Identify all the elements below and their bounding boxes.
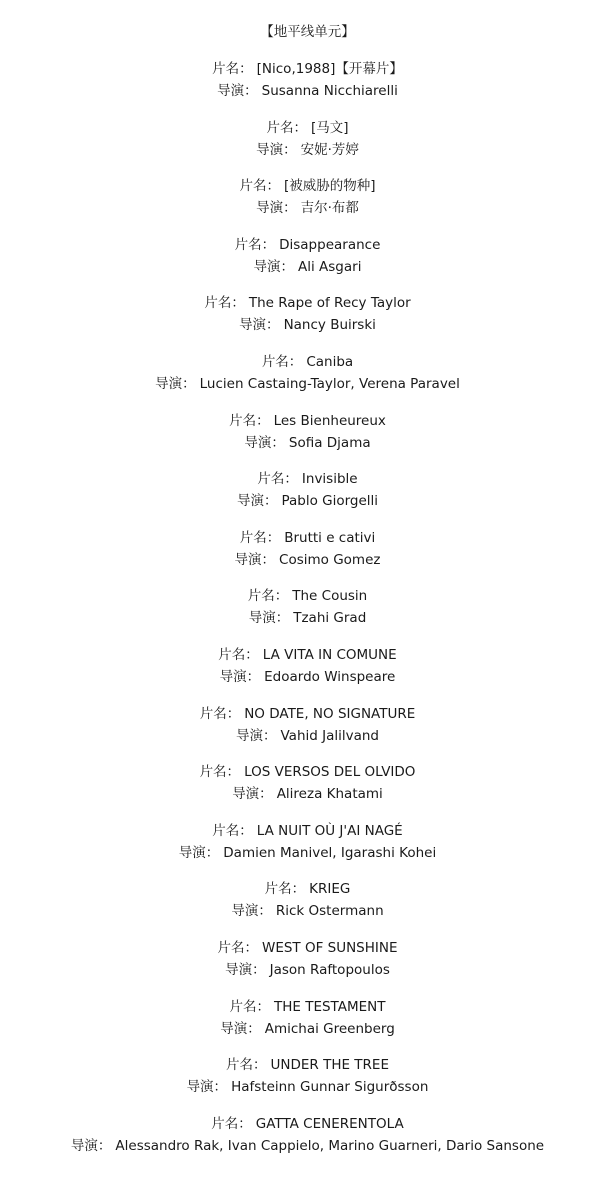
film-label: 片名： (199, 764, 241, 781)
film-entry (0, 996, 615, 1055)
film-title-line (0, 996, 615, 1018)
director-line (0, 1076, 615, 1098)
film-title-line (0, 234, 615, 256)
director-label: 导演： (239, 317, 280, 334)
director-label: 导演： (155, 375, 196, 392)
film-entry (0, 820, 615, 879)
film-label: 片名： (261, 353, 303, 370)
director-line (0, 1135, 615, 1157)
director-name: Edoardo Winspeare (264, 668, 396, 685)
director-line (0, 432, 615, 454)
film-title-line (0, 527, 615, 549)
director-name: Susanna Nicchiarelli (261, 83, 398, 99)
director-name: Alessandro Rak, Ivan Cappielo, Marino Guarneri, Dario Sansone (115, 1137, 545, 1154)
film-title: NO DATE, NO SIGNATURE (244, 705, 416, 722)
director-name: Alireza Khatami (276, 786, 383, 803)
film-entry (0, 58, 615, 117)
film-label: 片名： (266, 119, 307, 136)
film-label: 片名： (204, 295, 245, 312)
film-title-line (0, 117, 615, 139)
director-name: Cosimo Gomez (279, 551, 381, 568)
film-title-line (0, 1054, 615, 1076)
film-label: 片名： (264, 881, 306, 898)
film-entry (0, 644, 615, 703)
director-label: 导演： (235, 727, 277, 744)
director-line (0, 139, 615, 161)
director-name: 安妮·芳婷 (300, 141, 359, 158)
director-line (0, 80, 615, 102)
film-title: KRIEG (309, 881, 351, 898)
director-label: 导演： (186, 1079, 228, 1096)
film-entry (0, 1054, 615, 1113)
film-title-line (0, 644, 615, 666)
film-entry (0, 878, 615, 937)
film-title: Caniba (306, 353, 354, 370)
film-title: LA VITA IN COMUNE (262, 646, 397, 663)
director-line (0, 373, 615, 395)
film-label: 片名： (212, 822, 253, 839)
director-line (0, 549, 615, 571)
film-title-line (0, 703, 615, 725)
director-label: 导演： (253, 258, 295, 275)
film-label: 片名： (199, 705, 241, 722)
film-entry (0, 175, 615, 234)
director-label: 导演： (231, 903, 272, 920)
director-label: 导演： (220, 1020, 261, 1037)
director-label: 导演： (219, 668, 261, 685)
director-line (0, 842, 615, 864)
film-label: 片名： (218, 646, 259, 663)
film-title: Disappearance (279, 236, 381, 253)
section-title: 【地平线单元】 (260, 24, 355, 40)
film-title: WEST OF SUNSHINE (261, 939, 398, 956)
film-label: 片名： (239, 529, 281, 546)
film-title: LOS VERSOS DEL OLVIDO (244, 764, 416, 781)
director-name: Hafsteinn Gunnar Sigurðsson (231, 1079, 429, 1096)
director-name: Tzahi Grad (293, 610, 367, 627)
director-name: 吉尔·布都 (300, 200, 359, 217)
film-title-line (0, 1113, 615, 1135)
film-title-line (0, 58, 615, 80)
film-entry (0, 703, 615, 762)
film-title-line (0, 292, 615, 314)
director-label: 导演： (256, 141, 297, 158)
director-name: Vahid Jalilvand (280, 727, 380, 744)
film-label: 片名： (229, 998, 270, 1015)
director-name: Lucien Castaing-Taylor, Verena Paravel (199, 375, 460, 392)
film-title-line (0, 878, 615, 900)
film-title: Les Bienheureux (273, 412, 386, 429)
director-line (0, 1018, 615, 1040)
film-entry (0, 527, 615, 586)
director-line (0, 666, 615, 688)
film-title-line (0, 937, 615, 959)
film-title: UNDER THE TREE (270, 1057, 389, 1074)
director-name: Sofia Djama (288, 434, 371, 451)
film-title: [马文] (310, 119, 349, 136)
director-line (0, 314, 615, 336)
film-label: 片名： (257, 471, 298, 488)
film-label: 片名： (212, 61, 253, 77)
film-title: GATTA CENERENTOLA (255, 1115, 404, 1132)
film-title: Invisible (301, 471, 358, 488)
director-label: 导演： (256, 200, 297, 217)
director-label: 导演： (217, 83, 258, 99)
director-line (0, 197, 615, 219)
film-entry (0, 117, 615, 176)
film-entry (0, 351, 615, 410)
director-label: 导演： (236, 493, 278, 510)
director-name: Nancy Buirski (283, 317, 376, 334)
director-label: 导演： (70, 1137, 112, 1154)
director-label: 导演： (244, 434, 285, 451)
film-label: 片名： (226, 1057, 267, 1074)
film-label: 片名： (229, 412, 270, 429)
director-name: Rick Ostermann (275, 903, 384, 920)
director-line (0, 607, 615, 629)
director-line (0, 490, 615, 512)
film-title: [Nico,1988]【开幕片】 (256, 61, 403, 77)
film-entry (0, 761, 615, 820)
film-title: THE TESTAMENT (273, 998, 386, 1015)
director-label: 导演： (225, 961, 266, 978)
director-line (0, 959, 615, 981)
film-entry (0, 468, 615, 527)
director-line (0, 256, 615, 278)
film-label: 片名： (234, 236, 276, 253)
director-line (0, 900, 615, 922)
film-label: 片名： (247, 588, 289, 605)
film-title: The Cousin (292, 588, 368, 605)
film-title-line (0, 468, 615, 490)
director-label: 导演： (178, 844, 220, 861)
director-name: Amichai Greenberg (264, 1020, 395, 1037)
director-label: 导演： (232, 786, 273, 803)
film-entry (0, 1113, 615, 1172)
film-title: The Rape of Recy Taylor (248, 295, 411, 312)
director-name: Pablo Giorgelli (281, 493, 379, 510)
film-title: LA NUIT OÙ J'AI NAGÉ (256, 822, 403, 839)
director-label: 导演： (248, 610, 290, 627)
film-label: 片名： (211, 1115, 252, 1132)
film-label: 片名： (217, 939, 258, 956)
film-title: Brutti e cativi (284, 529, 376, 546)
director-name: Jason Raftopoulos (269, 961, 390, 978)
director-label: 导演： (234, 551, 276, 568)
film-entry (0, 585, 615, 644)
film-title-line (0, 175, 615, 197)
director-line (0, 783, 615, 805)
film-entry (0, 937, 615, 996)
film-title: [被威胁的物种] (283, 178, 376, 195)
film-title-line (0, 761, 615, 783)
director-line (0, 725, 615, 747)
director-name: Damien Manivel, Igarashi Kohei (223, 844, 437, 861)
film-title-line (0, 820, 615, 842)
director-name: Ali Asgari (298, 258, 362, 275)
film-title-line (0, 585, 615, 607)
film-entry (0, 292, 615, 351)
film-entry (0, 234, 615, 293)
film-entry (0, 410, 615, 469)
film-title-line (0, 351, 615, 373)
film-title-line (0, 410, 615, 432)
film-label: 片名： (239, 178, 280, 195)
